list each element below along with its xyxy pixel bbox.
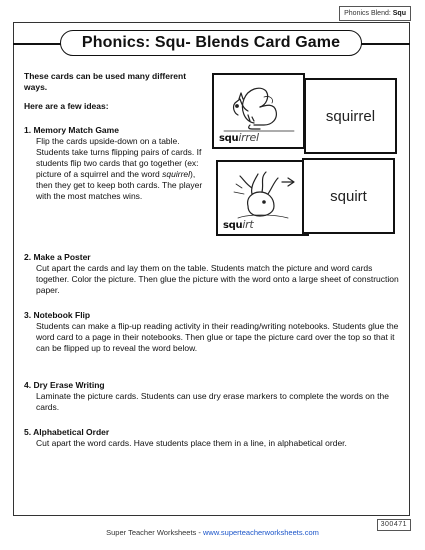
picture-card-squirrel: [212, 73, 305, 149]
picture-card-label: [219, 131, 259, 144]
idea-body: Cut apart the cards and lay them on the table. Students match the picture and word cards together. Color the picture. Then glue the picture with the word onto a large sheet of construction paper.: [36, 263, 399, 295]
footer: [0, 528, 425, 537]
idea-dry-erase: [24, 380, 404, 413]
footer-text: Super Teacher Worksheets -: [106, 528, 203, 537]
idea-body: Cut apart the word cards. Have students place them in a line, in alphabetical order.: [36, 438, 347, 448]
word-card-squirrel: [304, 78, 397, 154]
word-remainder: irrel: [238, 131, 259, 144]
idea-heading: 5. Alphabetical Order: [24, 427, 110, 437]
blend-prefix: squ: [219, 133, 239, 144]
idea-body: [24, 136, 204, 202]
picture-card-squirt: [216, 160, 309, 236]
topic-tag-value: Squ: [392, 10, 406, 17]
title-rule-left: [13, 43, 61, 45]
idea-make-poster: [24, 252, 404, 296]
idea-body-emphasis: squirrel: [162, 169, 191, 179]
footer-link[interactable]: www.superteacherworksheets.com: [202, 528, 319, 537]
idea-heading: 4. Dry Erase Writing: [24, 380, 105, 390]
idea-alphabetical-order: [24, 427, 404, 449]
title-rule-right: [361, 43, 410, 45]
ideas-heading: Here are a few ideas:: [24, 101, 109, 111]
idea-heading: 2. Make a Poster: [24, 252, 91, 262]
idea-heading: 3. Notebook Flip: [24, 310, 91, 320]
blend-prefix: squ: [223, 220, 243, 231]
idea-body-text: Flip the cards upside-down on a table. Students take turns flipping pairs of cards. If students flip two cards that go together (ex: picture of a squirrel and the word: [36, 136, 202, 179]
picture-card-label: [223, 218, 253, 231]
word-remainder: irt: [242, 218, 254, 231]
idea-memory-match: [24, 125, 204, 202]
word-card-text: squirt: [330, 187, 367, 205]
worksheet-code: 300471: [377, 519, 411, 531]
idea-heading: 1. Memory Match Game: [24, 125, 119, 135]
intro-text: These cards can be used many different ways.: [24, 71, 187, 92]
word-card-squirt: [302, 158, 395, 234]
idea-notebook-flip: [24, 310, 404, 354]
idea-body-text-end: ), then they get to keep both cards. The player with the most matches wins.: [36, 169, 203, 201]
topic-tag: [339, 6, 411, 21]
page-title: Phonics: Squ- Blends Card Game: [60, 30, 362, 56]
word-card-text: squirrel: [325, 107, 376, 125]
idea-body: Laminate the picture cards. Students can use dry erase markers to complete the words on the cards.: [36, 391, 389, 412]
idea-body: Students can make a flip-up reading activity in their reading/writing notebooks. Students glue the word card to a page in their notebooks. Then glue or tape the picture card over the top so that it can be flipped up to reveal the word below.: [36, 321, 399, 353]
topic-tag-label: Phonics Blend:: [344, 10, 391, 17]
